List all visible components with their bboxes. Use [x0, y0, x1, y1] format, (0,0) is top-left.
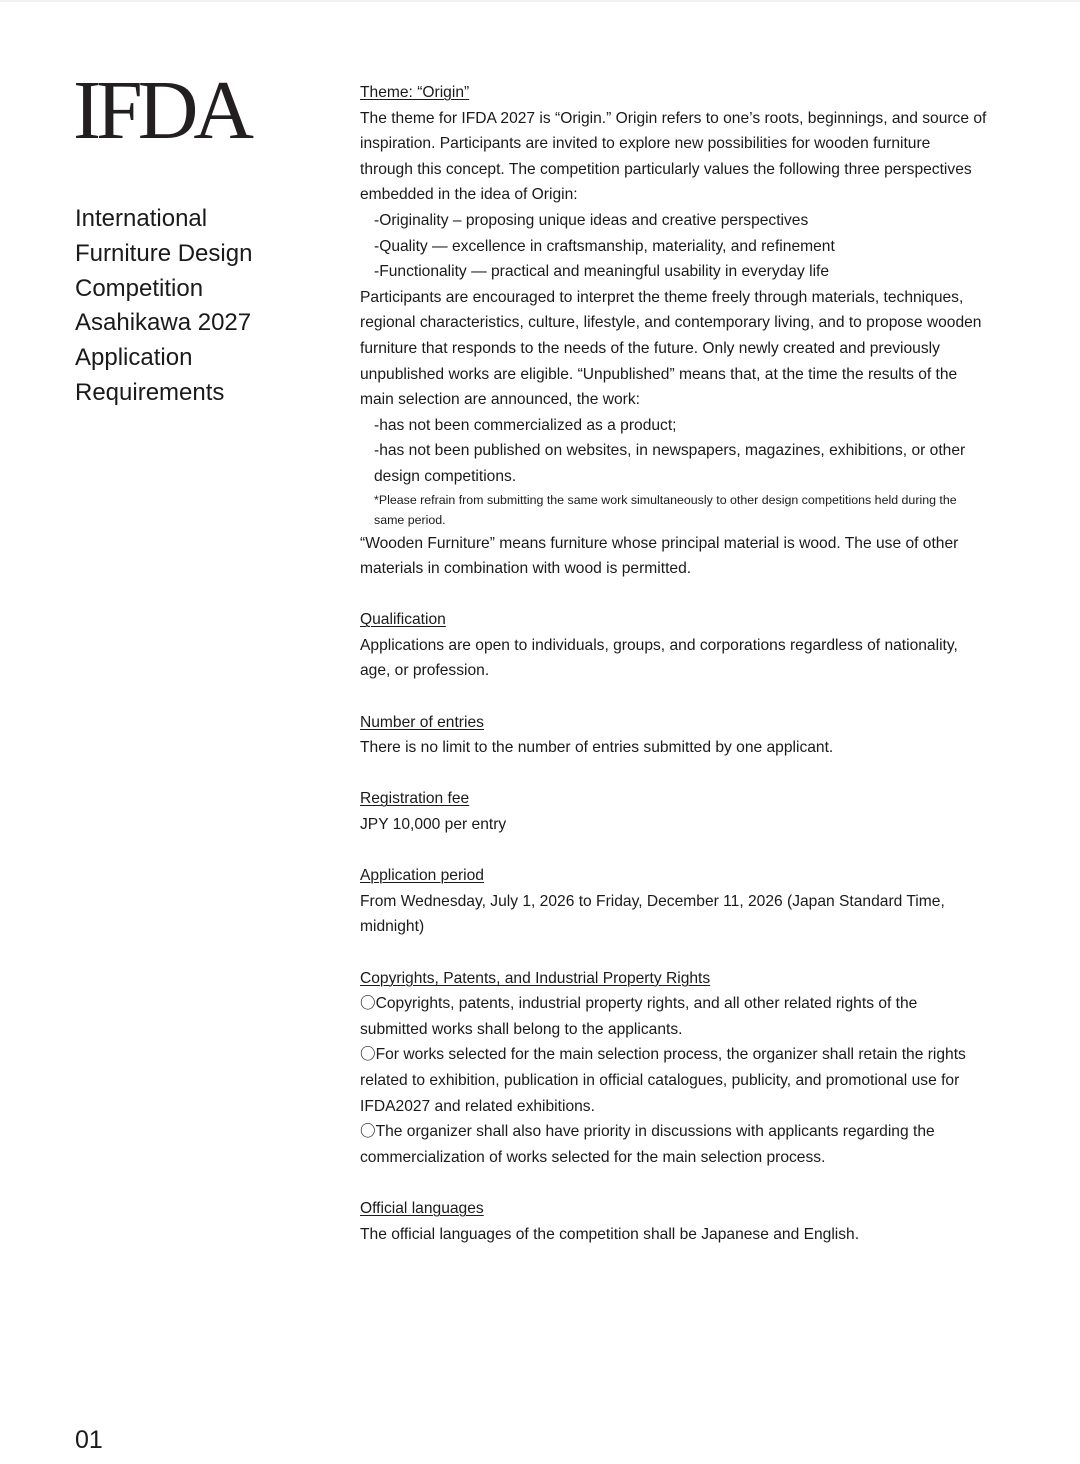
rights-line: submitted works shall belong to the applicants.: [360, 1020, 683, 1038]
period-heading: Application period: [360, 867, 484, 885]
requirements-content: [360, 80, 1020, 1273]
rights-line: IFDA2027 and related exhibitions.: [360, 1097, 595, 1115]
document-title: [75, 202, 325, 411]
simultaneous-submission-note: same period.: [374, 513, 446, 527]
theme-heading: Theme: “Origin”: [360, 84, 470, 101]
wooden-furniture-definition: materials in combination with wood is permitted.: [360, 560, 692, 578]
wooden-furniture-definition: “Wooden Furniture” means furniture whose principal material is wood. The use of other: [360, 534, 959, 552]
theme-body-line: regional characteristics, culture, lifestyle, and contemporary living, and to propose wooden: [360, 314, 982, 332]
rights-line: commercialization of works selected for the main selection process.: [360, 1148, 826, 1166]
qualification-line: Applications are open to individuals, groups, and corporations regardless of nationality,: [360, 636, 958, 654]
title-line: Application: [75, 344, 193, 372]
section-qualification: [360, 607, 1020, 684]
theme-intro-line: The theme for IFDA 2027 is “Origin.” Origin refers to one’s roots, beginnings, and source of: [360, 109, 987, 127]
theme-intro-line: through this concept. The competition particularly values the following three perspectives: [360, 160, 972, 178]
section-rights: [360, 966, 1020, 1171]
rights-line: 〇For works selected for the main selection process, the organizer shall retain the rights: [360, 1046, 966, 1064]
title-line: Competition: [75, 274, 204, 302]
theme-intro-line: embedded in the idea of Origin:: [360, 186, 578, 204]
section-theme: [360, 80, 1020, 582]
rights-line: 〇The organizer shall also have priority in discussions with applicants regarding the: [360, 1123, 935, 1141]
fee-line: JPY 10,000 per entry: [360, 816, 507, 834]
unpublished-condition: -has not been published on websites, in newspapers, magazines, exhibitions, or other: [374, 442, 966, 460]
perspective-originality: -Originality – proposing unique ideas and creative perspectives: [374, 211, 809, 229]
theme-body-line: main selection are announced, the work:: [360, 391, 640, 409]
section-application-period: [360, 863, 1020, 940]
section-registration-fee: [360, 786, 1020, 837]
period-line: midnight): [360, 918, 425, 936]
page-number: 01: [75, 1426, 103, 1454]
simultaneous-submission-note: *Please refrain from submitting the same work simultaneously to other design competitions held during the: [374, 492, 957, 507]
unpublished-condition: -has not been commercialized as a product;: [374, 416, 677, 434]
perspective-quality: -Quality — excellence in craftsmanship, materiality, and refinement: [374, 237, 835, 255]
theme-body-line: Participants are encouraged to interpret the theme freely through materials, techniques,: [360, 288, 964, 306]
fee-heading: Registration fee: [360, 790, 470, 808]
entries-line: There is no limit to the number of entries submitted by one applicant.: [360, 739, 834, 757]
theme-body-line: furniture that responds to the needs of the future. Only newly created and previously: [360, 339, 940, 357]
languages-line: The official languages of the competition shall be Japanese and English.: [360, 1225, 860, 1243]
section-number-of-entries: [360, 710, 1020, 761]
rights-line: related to exhibition, publication in official catalogues, publicity, and promotional use for: [360, 1071, 960, 1089]
theme-body-line: unpublished works are eligible. “Unpublished” means that, at the time the results of the: [360, 365, 958, 383]
entries-heading: Number of entries: [360, 713, 484, 731]
theme-intro-line: inspiration. Participants are invited to explore new possibilities for wooden furniture: [360, 135, 931, 153]
rights-heading: Copyrights, Patents, and Industrial Property Rights: [360, 969, 711, 987]
unpublished-condition: design competitions.: [374, 467, 517, 485]
title-line: Asahikawa 2027: [75, 309, 252, 337]
rights-line: 〇Copyrights, patents, industrial property rights, and all other related rights of the: [360, 995, 918, 1013]
perspective-functionality: -Functionality — practical and meaningful usability in everyday life: [374, 263, 830, 281]
languages-heading: Official languages: [360, 1199, 484, 1217]
qualification-line: age, or profession.: [360, 662, 490, 680]
section-official-languages: [360, 1196, 1020, 1247]
title-line: Requirements: [75, 378, 225, 406]
period-line: From Wednesday, July 1, 2026 to Friday, December 11, 2026 (Japan Standard Time,: [360, 892, 945, 910]
qualification-heading: Qualification: [360, 611, 446, 629]
top-rule: [0, 0, 1080, 2]
title-line: Furniture Design: [75, 239, 253, 267]
ifda-logo: IFDA: [73, 64, 250, 157]
title-line: International: [75, 205, 208, 232]
